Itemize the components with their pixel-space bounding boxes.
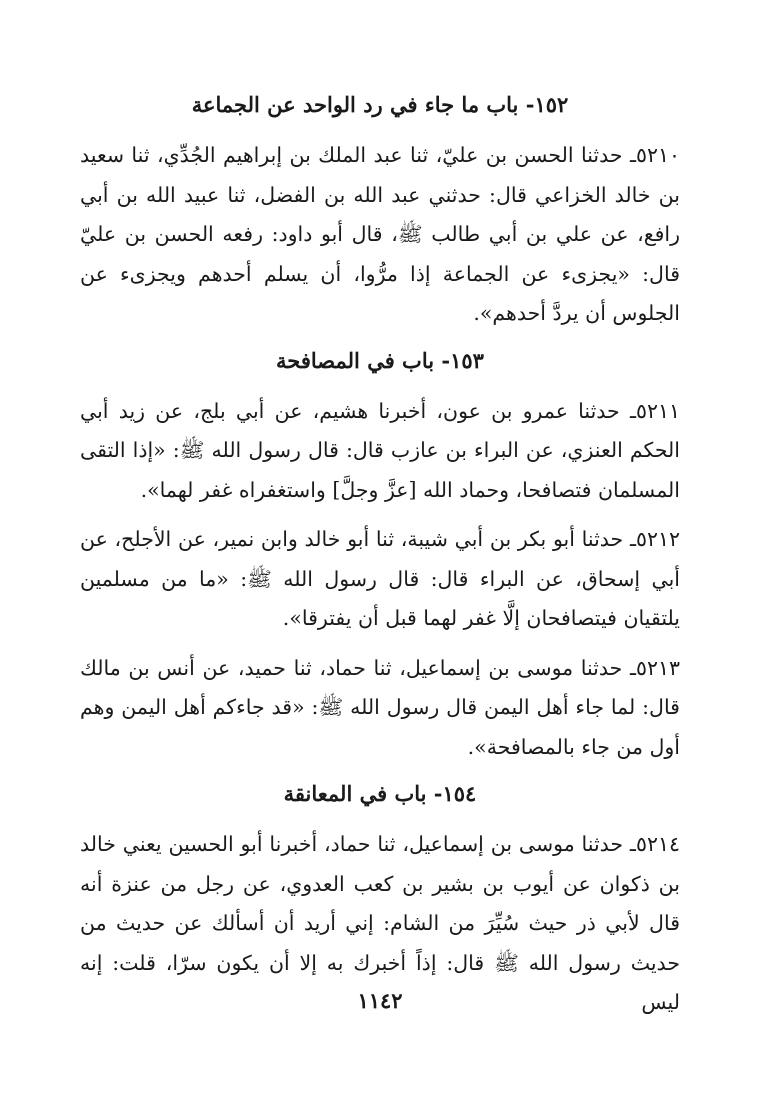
hadith-5212: ٥٢١٢ـ حدثنا أبو بكر بن أبي شيبة، ثنا أبو خالد وابن نمير، عن الأجلح، عن أبي إسحاق، عن البراء قال: قال رسول الله ﷺ: «ما من مسلمين يلتقيان فيتصافحان إلَّا غفر لهما قبل أن يفترقا». (80, 527, 680, 630)
section-heading-152: ١٥٢- باب ما جاء في رد الواحد عن الجماعة (191, 92, 569, 117)
hadith-5211: ٥٢١١ـ حدثنا عمرو بن عون، أخبرنا هشيم، عن أبي بلج، عن زيد أبي الحكم العنزي، عن البراء بن عازب قال: قال رسول الله ﷺ: «إذا التقى المسلمان فتصافحا، وحماد الله [عزَّ وجلَّ] واستغفراه غفر لهما». (80, 398, 680, 502)
page-number: ١١٤٢ (357, 988, 403, 1013)
hadith-5214: ٥٢١٤ـ حدثنا موسى بن إسماعيل، ثنا حماد، أخبرنا أبو الحسين يعني خالد بن ذكوان عن أيوب بن بشير بن كعب العدوي، عن رجل من عنزة أنه قال لأبي ذر حيث سُيِّرَ من الشام: إني أريد أن أسألك عن حديث من حديث رسول الله ﷺ قال: إذاً أخبرك به إلا أن يكون سرّا، قلت: إنه ليس (80, 832, 680, 1014)
hadith-5213: ٥٢١٣ـ حدثنا موسى بن إسماعيل، ثنا حماد، ثنا حميد، عن أنس بن مالك قال: لما جاء أهل اليمن قال رسول الله ﷺ: «قد جاءكم أهل اليمن وهم أول من جاء بالمصافحة». (80, 655, 680, 759)
section-heading-154: ١٥٤- باب في المعانقة (283, 781, 477, 806)
hadith-5210: ٥٢١٠ـ حدثنا الحسن بن عليّ، ثنا عبد الملك بن إبراهيم الجُدِّي، ثنا سعيد بن خالد الخزاعي قال: حدثني عبد الله بن الفضل، ثنا عبيد الله بن أبي رافع، عن علي بن أبي طالب ﷺ، قال أبو داود: رفعه الحسن بن عليّ قال: «يجزىء عن الجماعة إذا مرُّوا، أن يسلم أحدهم ويجزىء عن الجلوس أن يردَّ أحدهم». (80, 143, 680, 325)
section-heading-153: ١٥٣- باب في المصافحة (276, 347, 484, 373)
